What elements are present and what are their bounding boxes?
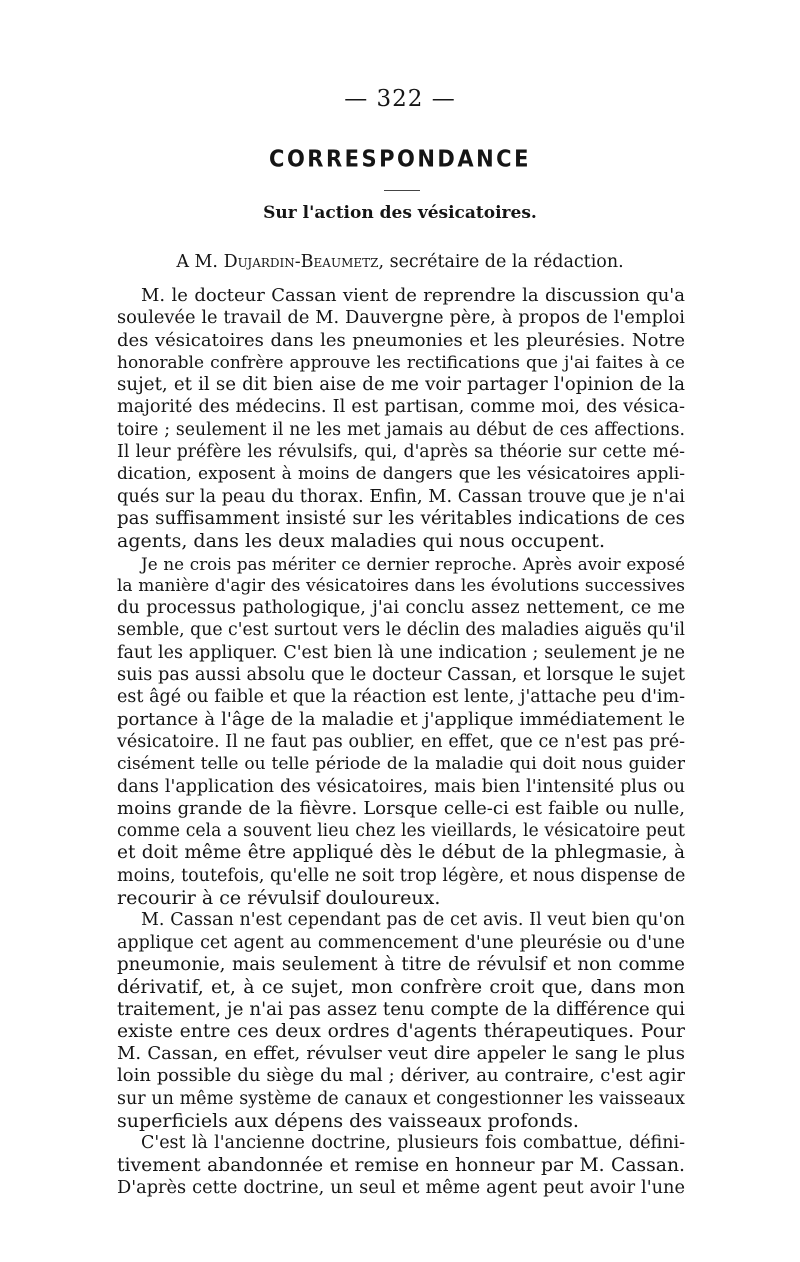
text-line: et doit même être appliqué dès le début de la phlegmasie, à (117, 842, 685, 864)
text-line: pas suffisamment insisté sur les véritables indications de ces (117, 507, 685, 529)
text-line: loin possible du siège du mal ; dériver, au contraire, c'est agir (117, 1065, 685, 1087)
text-line: D'après cette doctrine, un seul et même agent peut avoir l'une (117, 1177, 685, 1198)
text-line: des vésicatoires dans les pneumonies et les pleurésies. Notre (117, 329, 685, 351)
text-line: vésicatoire. Il ne faut pas oublier, en effet, que ce n'est pas pré- (117, 731, 685, 752)
text-line: faut les appliquer. C'est bien là une indication ; seulement je ne (117, 642, 685, 663)
text-line: sur un même système de canaux et congestionner les vaisseaux (117, 1088, 685, 1109)
text-line: comme cela a souvent lieu chez les vieillards, le vésicatoire peut (117, 821, 685, 842)
title-divider (384, 190, 420, 191)
text-line: M. le docteur Cassan vient de reprendre la discussion qu'a (141, 285, 685, 306)
page-number: — 322 — (344, 86, 456, 112)
letter-body (117, 285, 685, 1199)
text-line: pneumonie, mais seulement à titre de révulsif et non comme (117, 953, 685, 975)
text-line: dérivatif, et, à ce sujet, mon confrère croit que, dans mon (117, 976, 685, 999)
text-line: applique cet agent au commencement d'une pleurésie ou d'une (117, 932, 685, 953)
text-line: cisément telle ou telle période de la maladie qui doit nous guider (117, 754, 685, 775)
text-line: M. Cassan, en effet, révulser veut dire appeler le sang le plus (117, 1043, 685, 1065)
text-line: agents, dans les deux maladies qui nous occupent. (117, 530, 605, 553)
text-line: moins grande de la fièvre. Lorsque celle-ci est faible ou nulle, (117, 797, 685, 819)
text-line: soulevée le travail de M. Dauvergne père, à propos de l'emploi (117, 308, 685, 329)
text-line: suis pas aussi absolu que le docteur Cassan, et lorsque le sujet (117, 665, 685, 686)
text-line: qués sur la peau du thorax. Enfin, M. Cassan trouve que je n'ai (117, 486, 685, 507)
text-line: Je ne crois pas mériter ce dernier reproche. Après avoir exposé (141, 553, 685, 574)
text-line: du processus pathologique, j'ai conclu assez nettement, ce me (117, 598, 685, 619)
text-line: M. Cassan n'est cependant pas de cet avis. Il veut bien qu'on (141, 910, 685, 931)
text-line: majorité des médecins. Il est partisan, comme moi, des vésica- (117, 397, 685, 418)
text-line: dication, exposent à moins de dangers que les vésicatoires appli- (117, 464, 685, 485)
text-line: recourir à ce révulsif douloureux. (117, 887, 441, 910)
text-line: Il leur préfère les révulsifs, qui, d'après sa théorie sur cette mé- (117, 442, 685, 463)
addressee-name: Dujardin-Beaumetz, (223, 252, 385, 272)
text-line: traitement, je n'ai pas assez tenu compte de la différence qui (117, 998, 685, 1020)
article-subtitle: Sur l'action des vésicatoires. (263, 203, 537, 223)
addressee-line (0, 252, 800, 272)
addressee-suffix: secrétaire de la rédaction. (384, 252, 624, 272)
text-line: C'est là l'ancienne doctrine, plusieurs fois combattue, défini- (141, 1133, 685, 1154)
text-line: semble, que c'est surtout vers le déclin des maladies aiguës qu'il (117, 620, 685, 641)
text-line: existe entre ces deux ordres d'agents thérapeutiques. Pour (117, 1020, 685, 1042)
text-line: superficiels aux dépens des vaisseaux profonds. (117, 1109, 579, 1132)
text-line: toire ; seulement il ne les met jamais au début de ces affections. (117, 419, 685, 440)
text-line: sujet, et il se dit bien aise de me voir partager l'opinion de la (117, 374, 685, 396)
text-line: moins, toutefois, qu'elle ne soit trop légère, et nous dispense de (117, 865, 686, 886)
page-title: CORRESPONDANCE (269, 145, 531, 173)
addressee-prefix: A M. (176, 252, 224, 272)
text-line: tivement abandonnée et remise en honneur par M. Cassan. (117, 1154, 685, 1176)
text-line: honorable confrère approuve les rectifications que j'ai faites à ce (117, 352, 685, 373)
text-line: portance à l'âge de la maladie et j'applique immédiatement le (117, 708, 685, 730)
text-line: la manière d'agir des vésicatoires dans les évolutions successives (117, 575, 685, 596)
text-line: dans l'application des vésicatoires, mais bien l'intensité plus ou (117, 776, 685, 797)
text-line: est âgé ou faible et que la réaction est lente, j'attache peu d'im- (117, 687, 685, 708)
